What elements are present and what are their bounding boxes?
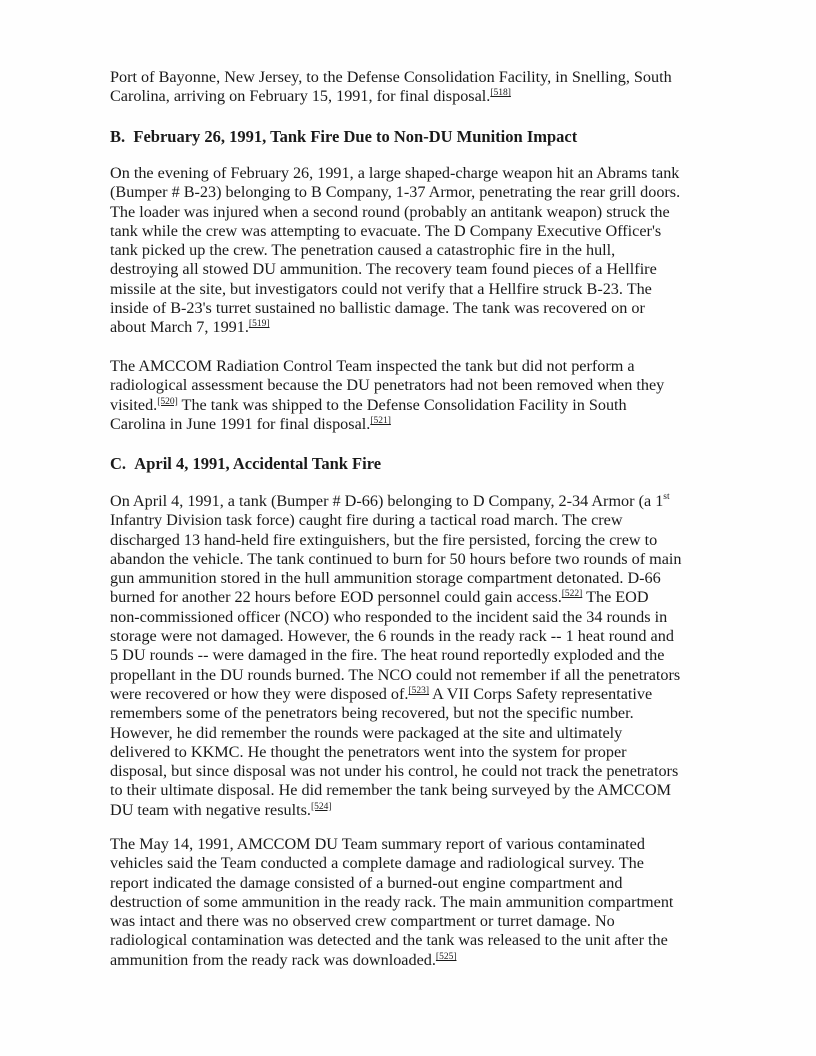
text-line: Carolina, arriving on February 15, 1991, for final disposal.[518] bbox=[110, 87, 511, 106]
text-line: non-commissioned officer (NCO) who responded to the incident said the 34 rounds in bbox=[110, 607, 668, 626]
text-line: Carolina in June 1991 for final disposal.[521] bbox=[110, 414, 391, 433]
ordinal-superscript: st bbox=[663, 492, 670, 502]
text-line: vehicles said the Team conducted a complete damage and radiological survey. The bbox=[110, 854, 644, 873]
text-line: remembers some of the penetrators being recovered, but not the specific number. bbox=[110, 704, 634, 723]
text-line: were recovered or how they were disposed of.[523] A VII Corps Safety representative bbox=[110, 684, 653, 703]
text-line: (Bumper # B-23) belonging to B Company, 1-37 Armor, penetrating the rear grill doors. bbox=[110, 183, 681, 202]
text-line: However, he did remember the rounds were packaged at the site and ultimately bbox=[110, 723, 623, 742]
section-heading-c bbox=[110, 454, 720, 474]
paragraph-c-summary-report bbox=[110, 835, 720, 970]
text-line: The AMCCOM Radiation Control Team inspected the tank but did not perform a bbox=[110, 357, 635, 375]
section-label: B. bbox=[110, 127, 126, 146]
text-line: inside of B-23's turret sustained no ballistic damage. The tank was recovered on or bbox=[110, 299, 645, 318]
text-line: destruction of some ammunition in the ready rack. The main ammunition compartment bbox=[110, 892, 674, 911]
text-line: The loader was injured when a second round (probably an antitank weapon) struck the bbox=[110, 202, 670, 221]
text-line: radiological assessment because the DU penetrators had not been removed when they bbox=[110, 376, 665, 395]
text-line: radiological contamination was detected and the tank was released to the unit after the bbox=[110, 931, 668, 950]
text-line: abandon the vehicle. The tank continued to burn for 50 hours before two rounds of main bbox=[110, 549, 682, 568]
text-line: report indicated the damage consisted of a burned-out engine compartment and bbox=[110, 873, 623, 892]
text-line: burned for another 22 hours before EOD personnel could gain access.[522] The EOD bbox=[110, 588, 649, 607]
text-line: DU team with negative results.[524] bbox=[110, 800, 332, 819]
section-title: April 4, 1991, Accidental Tank Fire bbox=[134, 454, 382, 473]
text-line: visited.[520] The tank was shipped to the Defense Consolidation Facility in South bbox=[110, 395, 627, 414]
text-line: destroying all stowed DU ammunition. The recovery team found pieces of a Hellfire bbox=[110, 260, 657, 279]
text-line: discharged 13 hand-held fire extinguishers, but the fire persisted, forcing the crew to bbox=[110, 530, 658, 549]
footnote-link-522[interactable]: [522] bbox=[561, 589, 583, 600]
text-line: Port of Bayonne, New Jersey, to the Defense Consolidation Facility, in Snelling, South bbox=[110, 68, 672, 86]
footnote-link-521[interactable]: [521] bbox=[370, 415, 391, 426]
paragraph-continuation bbox=[110, 68, 720, 107]
section-title: February 26, 1991, Tank Fire Due to Non-DU Munition Impact bbox=[133, 127, 578, 146]
text-line: tank picked up the crew. The penetration caused a catastrophic fire in the hull, bbox=[110, 241, 616, 260]
text-line: propellant in the DU rounds burned. The NCO could not remember if all the penetrators bbox=[110, 665, 681, 684]
text-line: 5 DU rounds -- were damaged in the fire. The heat round reportedly exploded and the bbox=[110, 646, 665, 665]
text-line: storage were not damaged. However, the 6 rounds in the ready rack -- 1 heat round and bbox=[110, 627, 674, 646]
footnote-link-518[interactable]: [518] bbox=[490, 88, 511, 99]
text-line: tank while the crew was attempting to evacuate. The D Company Executive Officer's bbox=[110, 221, 662, 240]
text-line: about March 7, 1991.[519] bbox=[110, 318, 270, 337]
text-line: to their ultimate disposal. He did remember the tank being surveyed by the AMCCOM bbox=[110, 781, 672, 800]
paragraph-c-incident bbox=[110, 492, 720, 820]
text-line: The May 14, 1991, AMCCOM DU Team summary report of various contaminated bbox=[110, 835, 645, 853]
text-line: ammunition from the ready rack was downloaded.[525] bbox=[110, 950, 457, 969]
footnote-link-519[interactable]: [519] bbox=[248, 319, 270, 330]
text-line: missile at the site, but investigators could not verify that a Hellfire struck B-23. The bbox=[110, 279, 652, 298]
section-label: C. bbox=[110, 454, 127, 473]
text-line: was intact and there was no observed crew compartment or turret damage. No bbox=[110, 912, 615, 931]
section-heading-b bbox=[110, 127, 720, 147]
paragraph-b-incident bbox=[110, 164, 720, 338]
text-line: delivered to KKMC. He thought the penetrators went into the system for proper bbox=[110, 742, 627, 761]
text-line: On the evening of February 26, 1991, a large shaped-charge weapon hit an Abrams tank bbox=[110, 164, 680, 182]
footnote-link-520[interactable]: [520] bbox=[157, 396, 178, 407]
text-line: On April 4, 1991, a tank (Bumper # D-66) belonging to D Company, 2-34 Armor (a 1st bbox=[110, 492, 670, 510]
text-line: Infantry Division task force) caught fire during a tactical road march. The crew bbox=[110, 511, 623, 530]
footnote-link-525[interactable]: [525] bbox=[435, 951, 457, 962]
footnote-link-523[interactable]: [523] bbox=[408, 685, 430, 696]
paragraph-b-inspection bbox=[110, 357, 720, 434]
text-line: disposal, but since disposal was not under his control, he could not track the penetrators bbox=[110, 762, 679, 781]
footnote-link-524[interactable]: [524] bbox=[310, 801, 332, 812]
text-line: gun ammunition stored in the hull ammunition storage compartment detonated. D-66 bbox=[110, 569, 661, 588]
